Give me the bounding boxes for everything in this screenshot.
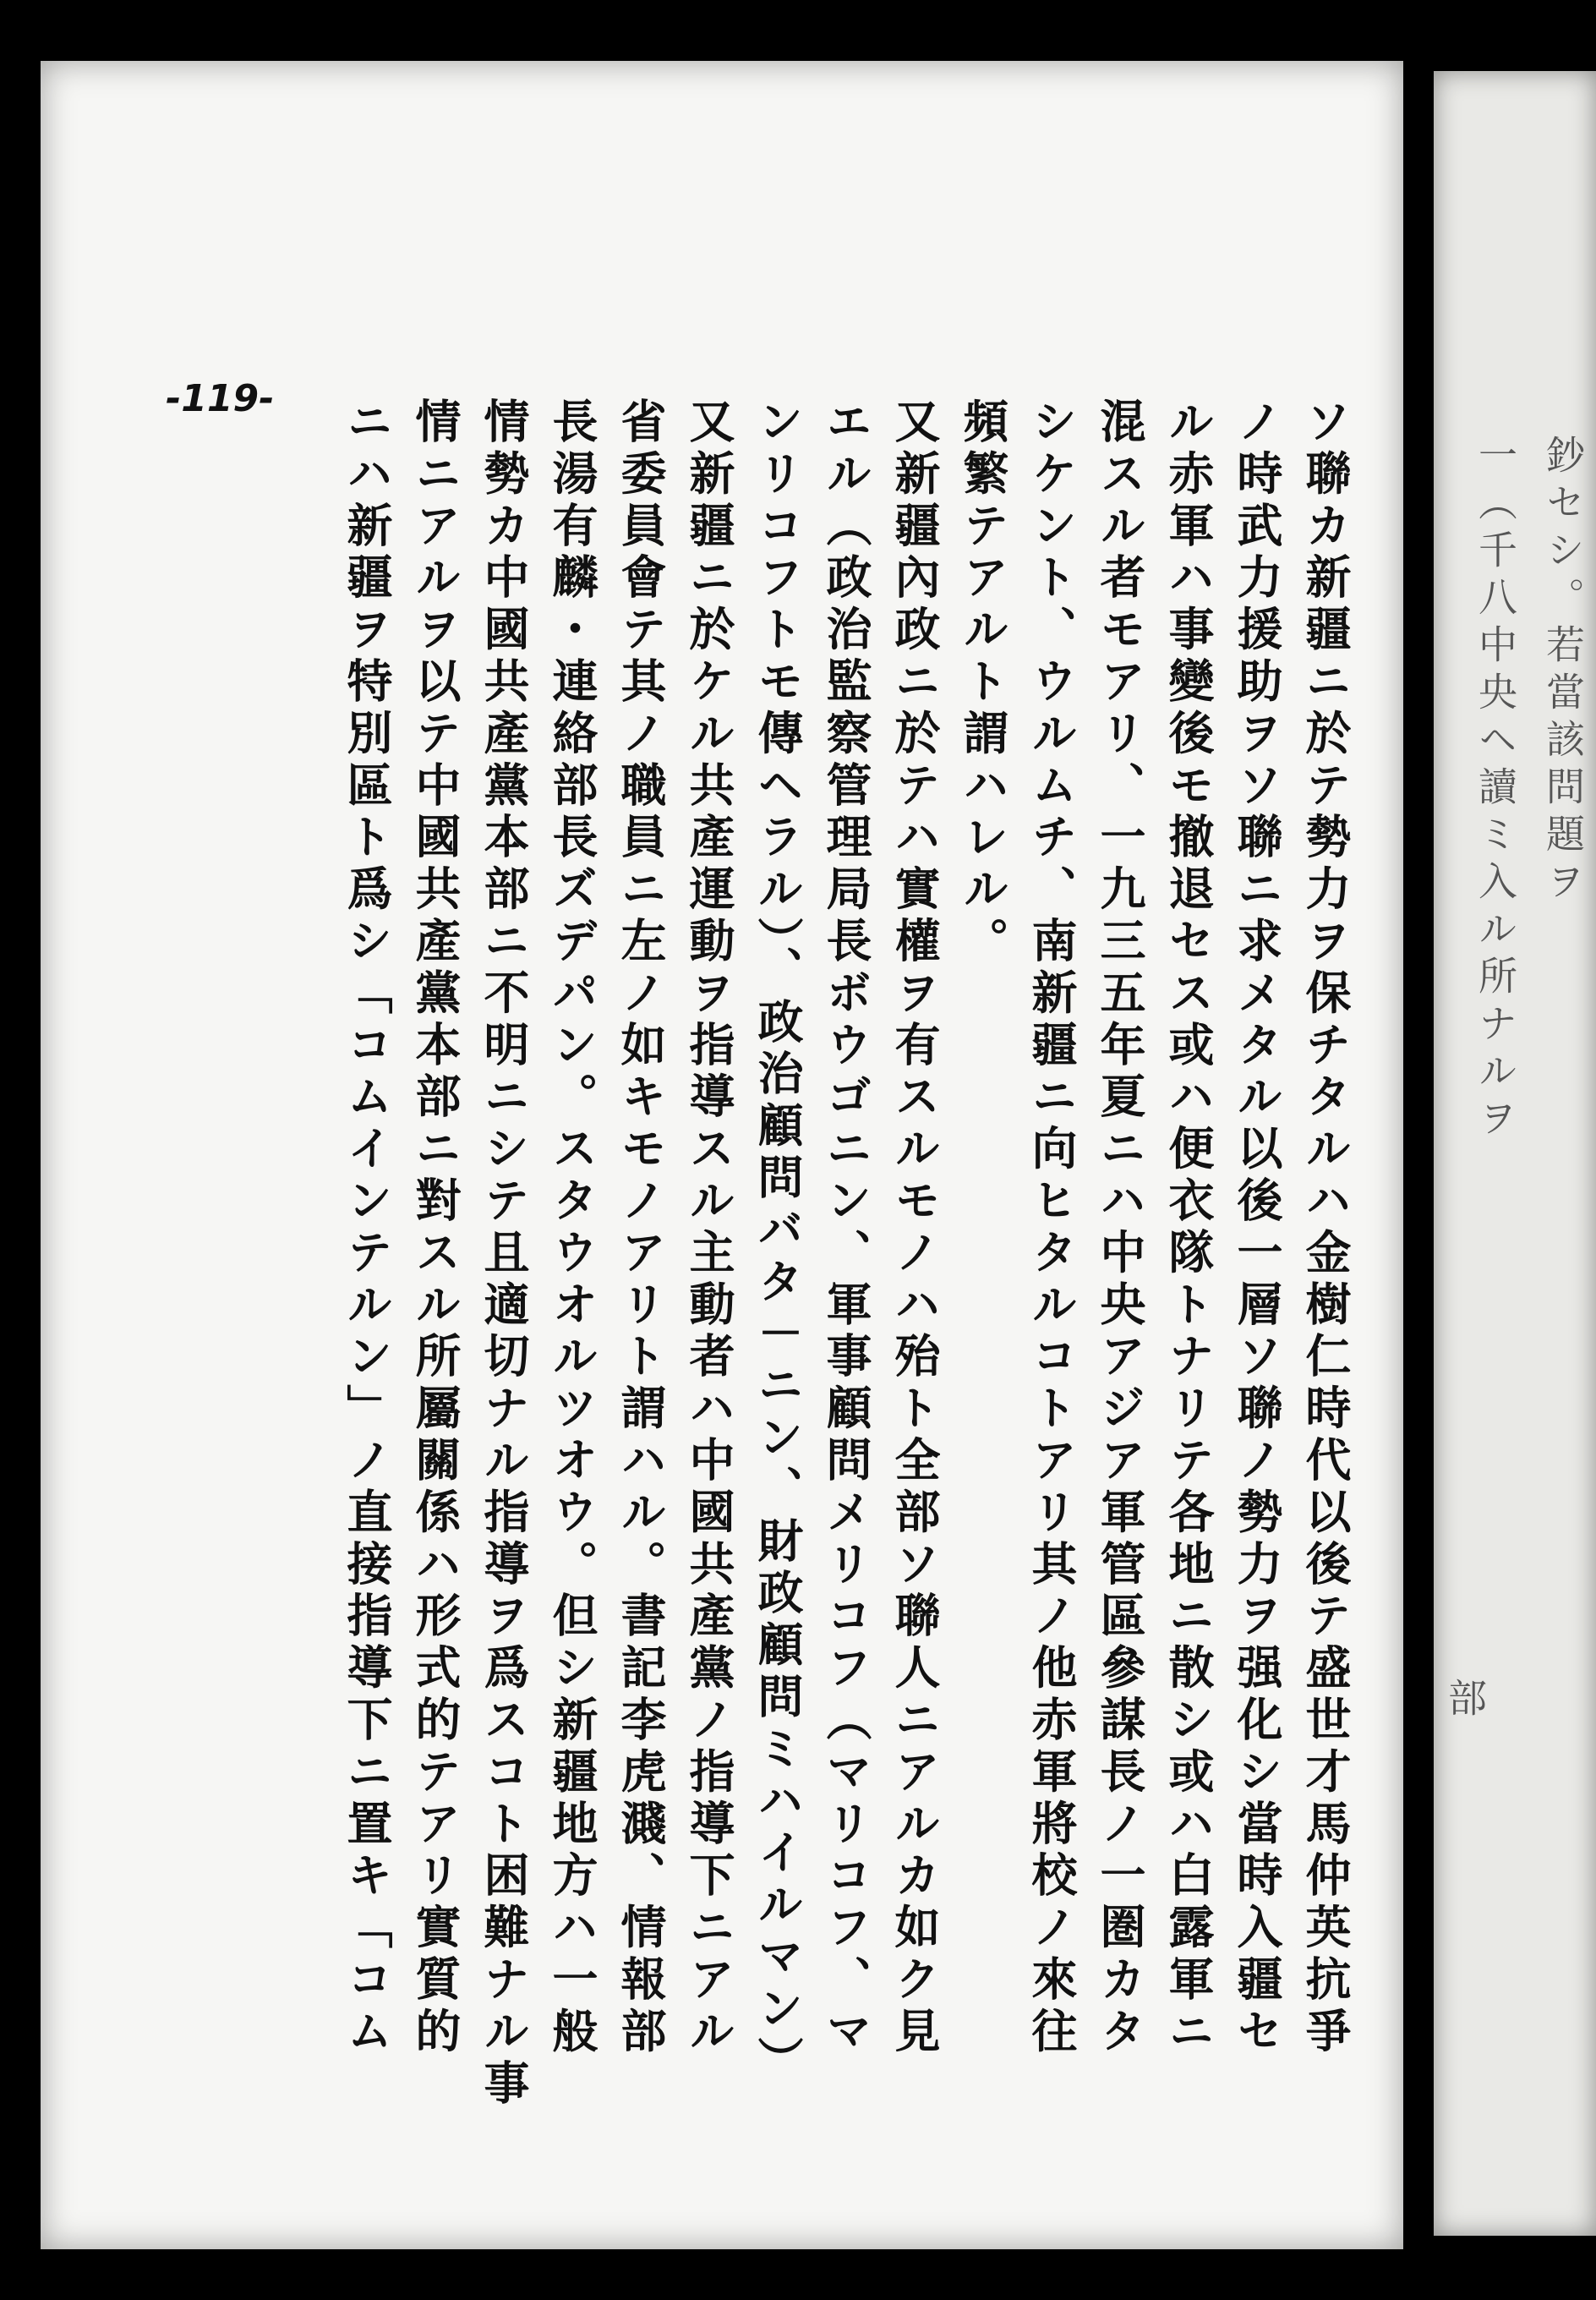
text-column: 情ニアルヲ以テ中國共產黨本部ニ對スル所屬關係ハ形式的テアリ實質的	[408, 397, 462, 2059]
text-column: 混スル者モアリ、一九三五年夏ニハ中央アジア軍管區參謀長ノ一圏カタ	[1093, 397, 1147, 2059]
text-column: ル赤軍ハ事變後モ撤退セス或ハ便衣隊トナリテ各地ニ散シ或ハ白露軍ニ	[1161, 397, 1216, 2059]
text-column: 又新疆ニ於ケル共產運動ヲ指導スル主動者ハ中國共產黨ノ指導下ニアル	[682, 397, 736, 2059]
next-page-text-line: 部	[1442, 1678, 1488, 1725]
next-page-text-line: 一（千八中央ヘ讀ミ入ル所ナルヲ	[1473, 435, 1518, 1145]
text-column: ソ聯カ新疆ニ於テ勢力ヲ保チタルハ金樹仁時代以後テ盛世才馬仲英抗爭	[1298, 397, 1353, 2059]
text-column: ノ時武力援助ヲソ聯ニ求メタル以後一層ソ聯ノ勢力ヲ强化シ當時入疆セ	[1230, 397, 1284, 2059]
text-column: ンリコフトモ傳ヘラル）、政治顧問バタ－ニン、財政顧問ミハイルマン）	[751, 397, 805, 2089]
next-page-edge	[1434, 71, 1596, 2236]
text-column: 又新疆內政ニ於テハ實權ヲ有スルモノハ殆ト全部ソ聯人ニアルカ如ク見	[888, 397, 942, 2059]
text-column: 情勢カ中國共產黨本部ニ不明ニシテ且適切ナル指導ヲ爲スコト困難ナル事	[477, 397, 531, 2111]
next-page-text-line: 鈔セシ。若當該問題ヲ	[1540, 435, 1586, 908]
text-column: 頻繁テアルト謂ハレル。	[956, 397, 1010, 969]
text-column: シケント、ウルムチ、南新疆ニ向ヒタルコトアリ其ノ他赤軍將校ノ來往	[1025, 397, 1079, 2059]
text-column: ニハ新疆ヲ特別區ト爲シ「コムインテルン」ノ直接指導下ニ置キ「コム	[340, 397, 394, 2059]
text-column: 省委員會テ其ノ職員ニ左ノ如キモノアリト謂ハル。書記李虎濺、情報部	[614, 397, 668, 2059]
page-number: -119-	[166, 377, 275, 420]
text-column: 長湯有麟・連絡部長ズデパン。スタウオルツオウ。但シ新疆地方ハ一般	[545, 397, 599, 2059]
text-column: エル（政治監察管理局長ボウゴニン、軍事顧問メリコフ（マリコフ、マ	[819, 397, 873, 2059]
